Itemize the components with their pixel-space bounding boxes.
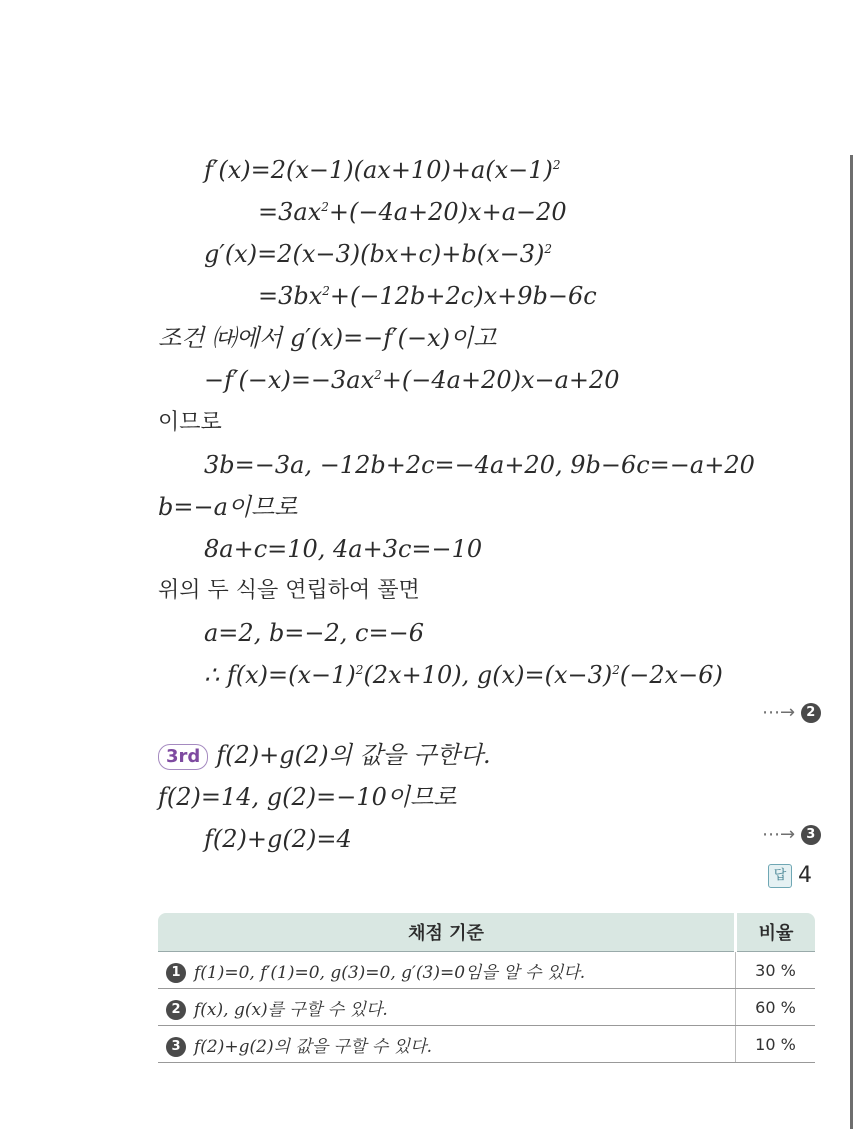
circled-number-icon: 2 [166,1000,186,1020]
eq-f2-g2-values [158,782,456,812]
criteria-cell [158,1026,736,1063]
step-marker-3 [762,824,821,845]
text-solve [158,576,420,606]
eq-text: 조건 ㈐에서 g′(x)=−f′(−x)이고 [158,324,497,352]
eq-text: (−2x−6) [619,661,723,689]
eq-text: (2x+10), g(x)=(x−3) [363,661,613,689]
circled-number-icon: 1 [166,963,186,983]
criteria-text: f(2)+g(2)의 값을 구할 수 있다. [194,1036,432,1057]
eq-f-prime [204,155,561,185]
exponent: 2 [321,200,329,214]
ratio-cell: 30 % [736,952,816,989]
eq-text: +(−4a+20)x−a+20 [381,366,620,394]
eq-text: +(−12b+2c)x+9b−6c [329,282,597,310]
eq-text: 이므로 [158,410,222,435]
eq-text: g′(x)=2(x−3)(bx+c)+b(x−3) [204,240,545,268]
eq-text: 위의 두 식을 연립하여 풀면 [158,578,420,603]
ratio-cell: 10 % [736,1026,816,1063]
step-tag: 3rd [158,744,208,770]
eq-system [204,534,482,564]
answer-icon: 답 [768,864,792,888]
header-criteria: 채점 기준 [158,913,736,952]
arrow-icon: ⋯→ [762,702,796,723]
eq-f-prime-expanded [258,197,567,227]
exponent: 2 [552,158,561,172]
step-marker-2 [762,702,821,723]
grading-table [158,913,815,1063]
eq-g-prime [204,239,552,269]
exponent: 2 [322,284,330,298]
eq-text: ∴ f(x)=(x−1) [204,661,356,689]
criteria-text: f(x), g(x)를 구할 수 있다. [194,999,388,1020]
eq-solution [204,618,424,648]
ratio-cell: 60 % [736,989,816,1026]
eq-text: f(2)+g(2)=4 [204,825,352,853]
eq-sum [204,824,352,854]
eq-text: b=−a이므로 [158,493,298,521]
answer [768,863,812,888]
eq-functions [204,660,723,690]
eq-text: 3b=−3a, −12b+2c=−4a+20, 9b−6c=−a+20 [204,451,755,479]
grading-header-row [158,913,815,952]
text-imeuro [158,408,222,438]
header-ratio: 비율 [736,913,816,952]
exponent: 2 [544,242,553,256]
table-row [158,989,815,1026]
criteria-cell [158,952,736,989]
eq-text: 8a+c=10, 4a+3c=−10 [204,535,483,563]
exponent: 2 [612,663,620,677]
criteria-cell [158,989,736,1026]
eq-g-prime-expanded [258,281,597,311]
eq-text: =3bx [258,282,323,310]
exponent: 2 [374,368,382,382]
eq-text: f′(x)=2(x−1)(ax+10)+a(x−1) [204,156,553,184]
page-right-rule [850,155,853,1129]
answer-value: 4 [798,863,812,888]
table-row [158,1026,815,1063]
step-title: f(2)+g(2)의 값을 구한다. [216,741,491,769]
eq-text: a=2, b=−2, c=−6 [204,619,424,647]
circled-number-icon: 3 [166,1037,186,1057]
eq-text: −f′(−x)=−3ax [204,366,375,394]
arrow-icon: ⋯→ [762,824,796,845]
circled-number-icon: 3 [801,825,821,845]
eq-coefficients [204,450,755,480]
exponent: 2 [355,663,364,677]
eq-text: +(−4a+20)x+a−20 [328,198,567,226]
condition-line [158,323,496,353]
eq-b-relation [158,492,297,522]
eq-text: =3ax [258,198,322,226]
table-row [158,952,815,989]
eq-neg-f-prime [204,365,620,395]
circled-number-icon: 2 [801,703,821,723]
eq-text: f(2)=14, g(2)=−10이므로 [158,783,457,811]
step3-heading [158,740,491,770]
criteria-text: f(1)=0, f′(1)=0, g(3)=0, g′(3)=0임을 알 수 있다. [194,962,586,983]
